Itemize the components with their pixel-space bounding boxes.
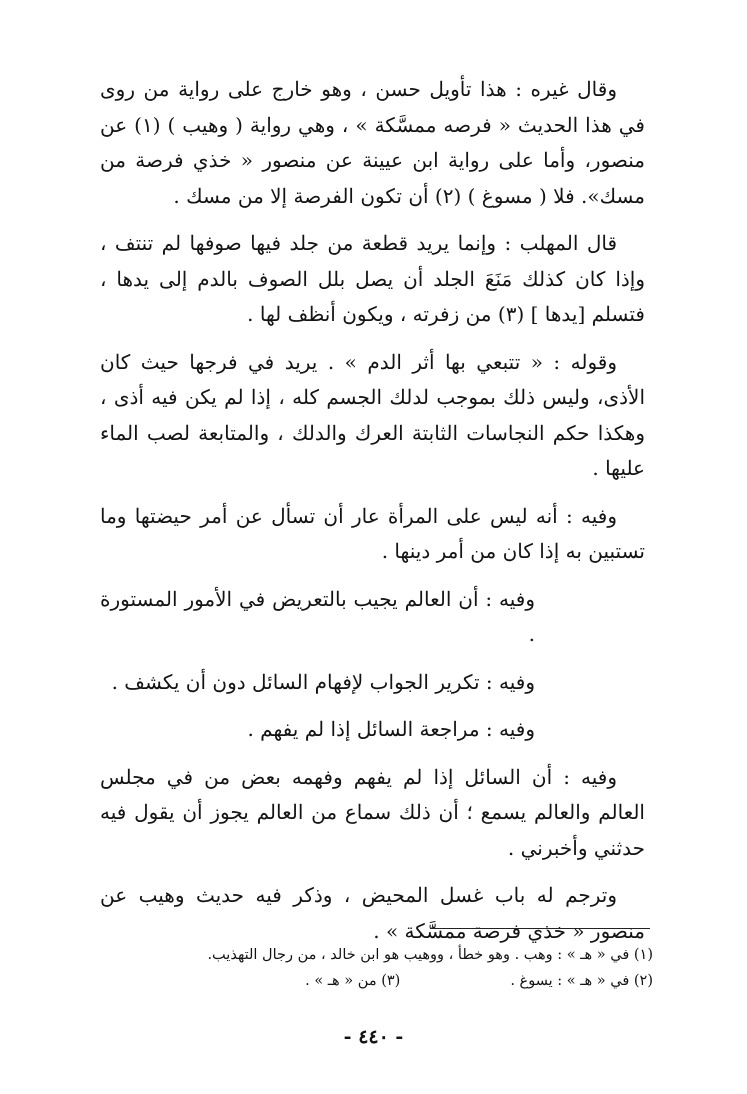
paragraph-chapter-title: وترجم له باب غسل المحيض ، وذكر فيه حديث وهيب عن منصور « خذي فرصة ممسَّكة » . xyxy=(100,883,645,943)
page-number: - ٤٤٠ - xyxy=(343,1026,404,1048)
paragraph-blood-trace: وقوله : « تتبعي بها أثر الدم » . يريد في فرجها حيث كان الأذى، وليس ذلك بموجب لدلك الجسم كله ، إذا لم يكن فيه أذى ، وهكذا حكم النجاسات الثابتة العرك والدلك ، والمتابعة لصب الماء عليها . xyxy=(100,349,645,480)
paragraph-interpretation: وقال غيره : هذا تأويل حسن ، وهو خارج على رواية من روى في هذا الحديث « فرصه ممسَّكة » ، وهي رواية ( وهيب ) (١) عن منصور، وأما على رواية ابن عيينة عن منصور « خذي فرصة من مسك». فلا ( مسوغ ) (٢) أن تكون الفرصة إلا من مسك . xyxy=(100,77,645,208)
paragraph-muhallab: قال المهلب : وإنما يريد قطعة من جلد فيها صوفها لم تنتف ، وإذا كان كذلك مَنَعَ الجلد أن يصل بلل الصوف بالدم إلى يدها ، فتسلم [يدها ] (٣) من زفرته ، ويكون أنظف لها . xyxy=(100,231,645,326)
footnotes xyxy=(100,942,653,994)
paragraph-woman-question: وفيه : أنه ليس على المرأة عار أن تسأل عن أمر حيضتها وما تستبين به إذا كان من أمر دينها . xyxy=(100,503,645,563)
footnote-2: (٢) في « هـ » : يسوغ . xyxy=(510,973,653,989)
paragraph-listener: وفيه : أن السائل إذا لم يفهم وفهمه بعض من في مجلس العالم والعالم يسمع ؛ أن ذلك سماع من العالم يجوز أن يقول فيه حدثني وأخبرني . xyxy=(100,764,645,860)
main-text xyxy=(100,72,645,961)
paragraph-repeat-answer: وفيه : تكرير الجواب لإفهام السائل دون أن يكشف . xyxy=(111,669,535,694)
paragraph-review-question: وفيه : مراجعة السائل إذا لم يفهم . xyxy=(247,717,535,741)
footnote-1: (١) في « هـ » : وهب . وهو خطأ ، ووهيب هو ابن خالد ، من رجال التهذيب. xyxy=(207,947,653,963)
paragraph-scholar-allusion: وفيه : أن العالم يجيب بالتعريض في الأمور المستورة . xyxy=(100,586,535,646)
footnote-3: (٣) من « هـ » . xyxy=(305,973,401,989)
footnote-row-2 xyxy=(100,968,653,994)
footnote-divider xyxy=(430,928,650,929)
